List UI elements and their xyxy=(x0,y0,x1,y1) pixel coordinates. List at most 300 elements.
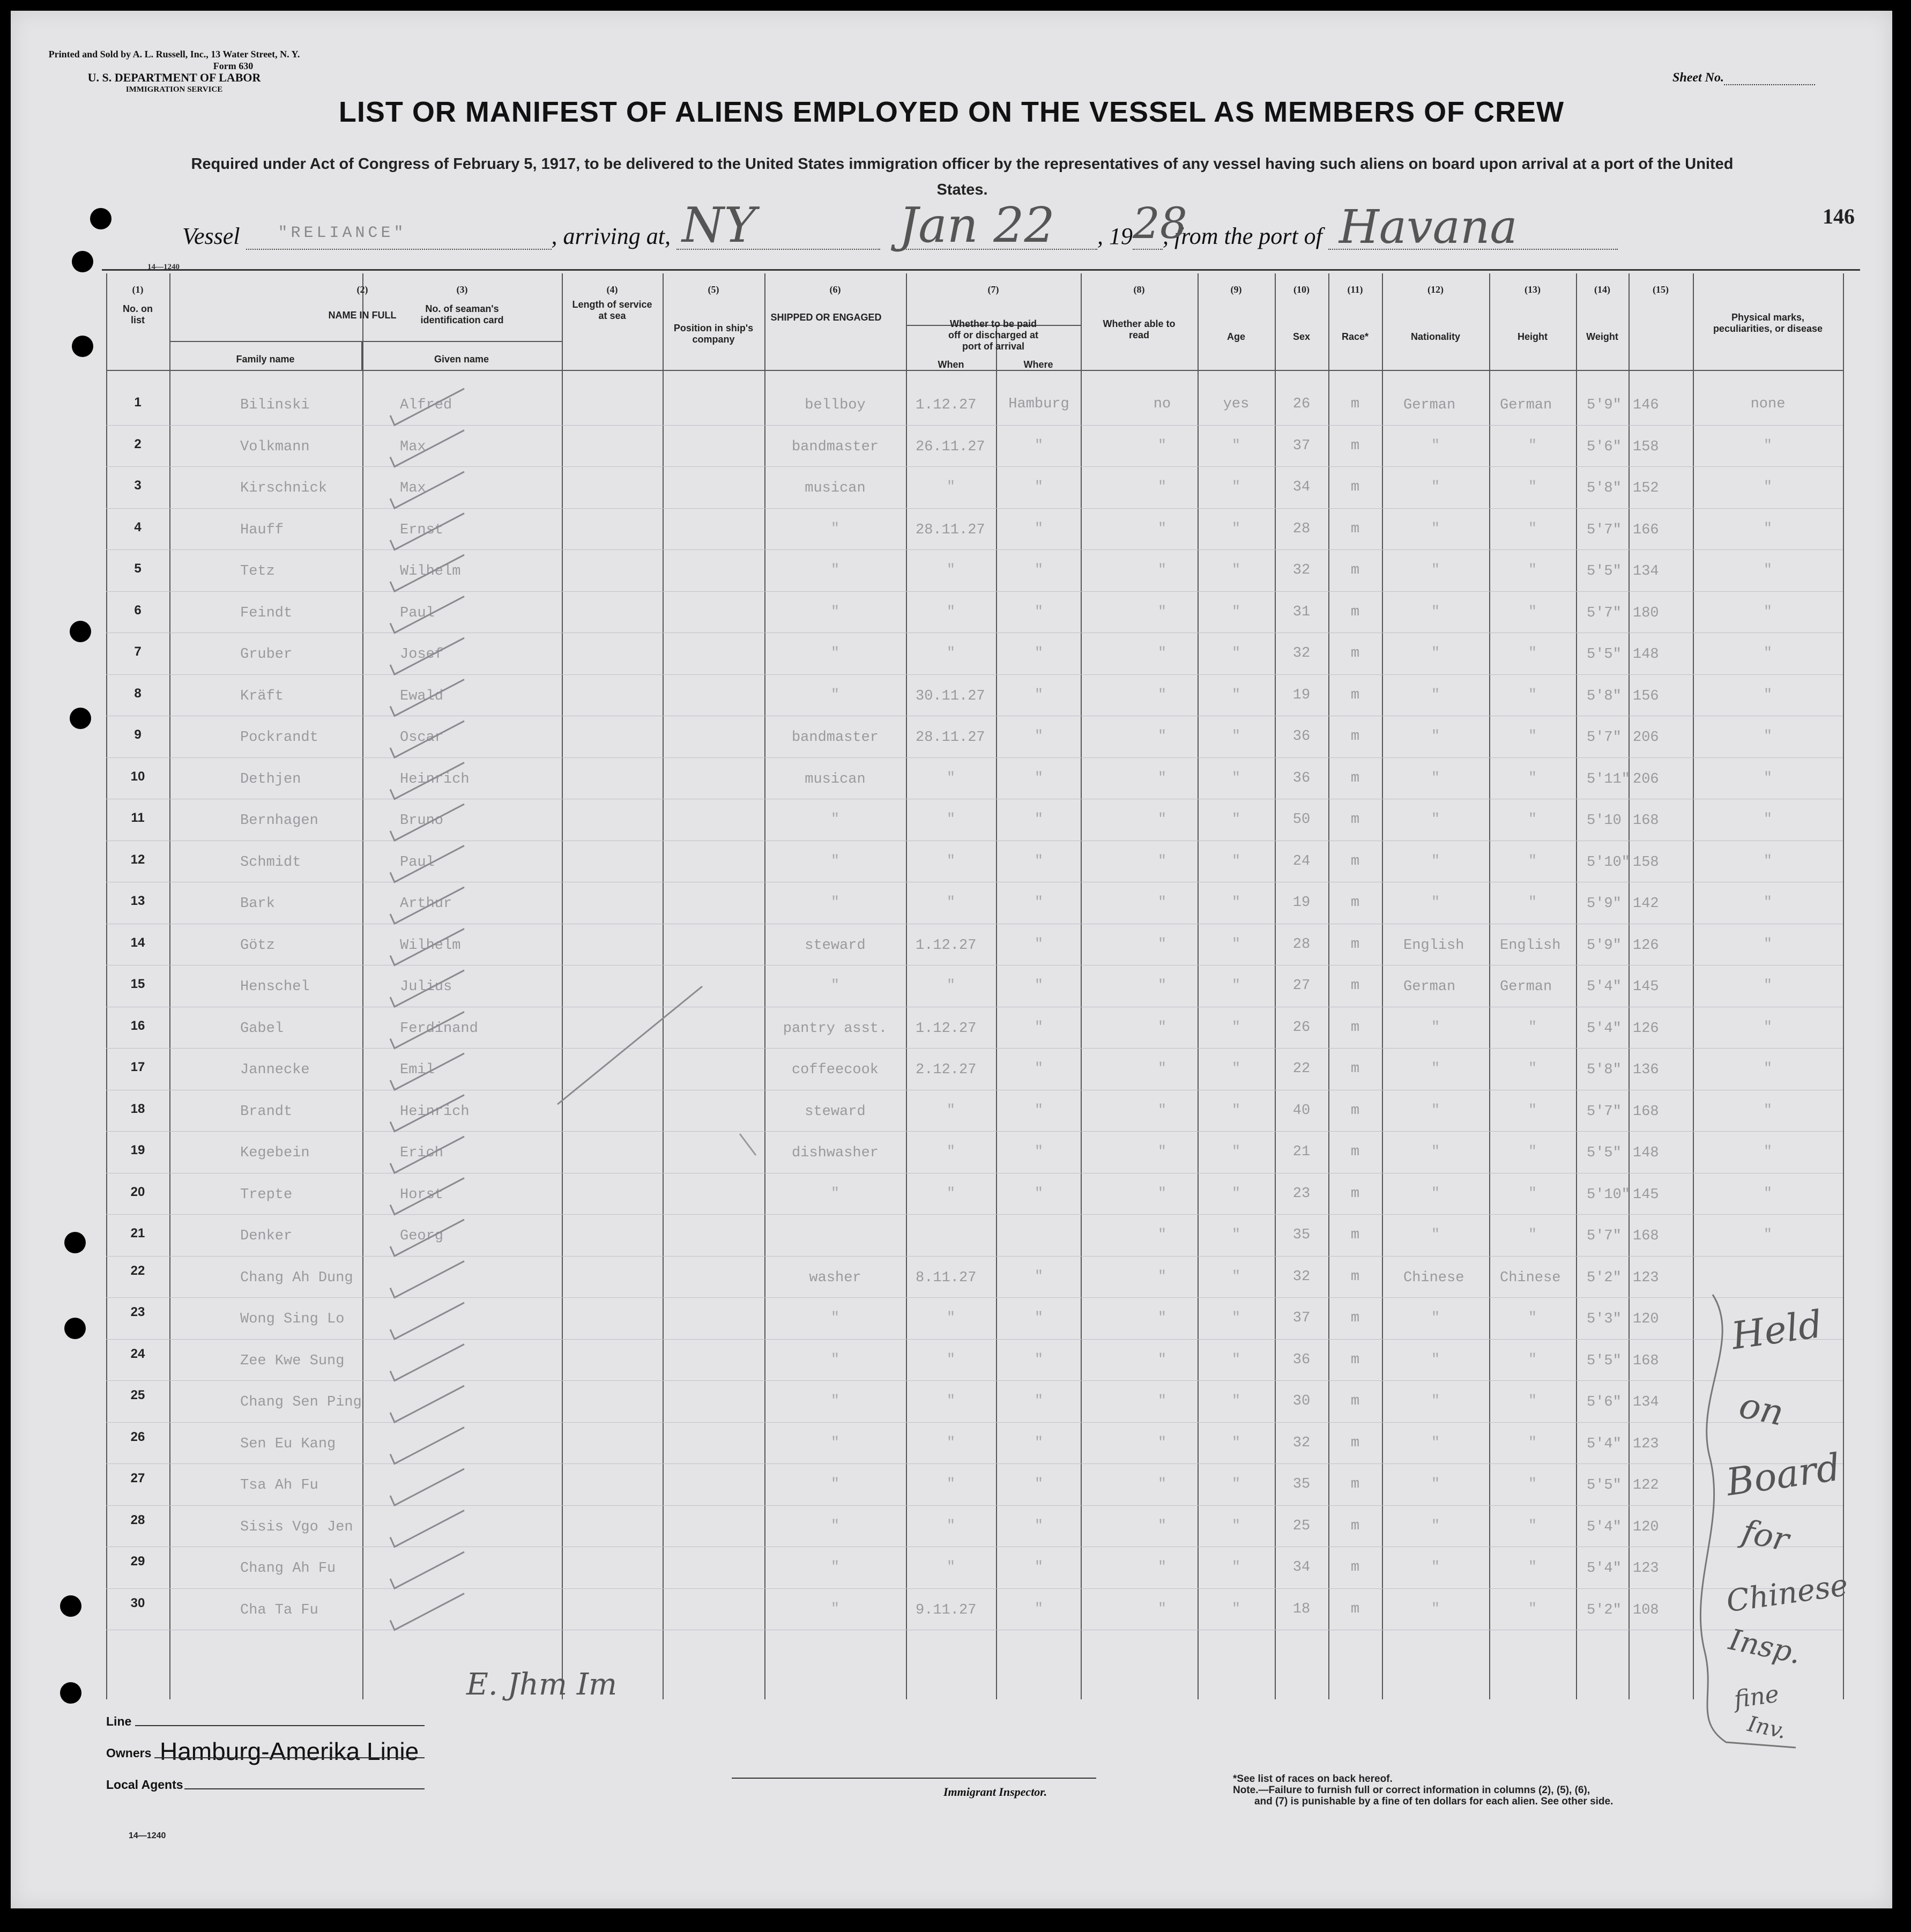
cell-weight: 145 xyxy=(1633,1186,1659,1203)
cell-height: 5'9" xyxy=(1587,937,1622,954)
cell-nationality: " xyxy=(1528,1601,1537,1617)
cell-race: English xyxy=(1403,937,1464,954)
cell-read: yes xyxy=(1223,396,1250,412)
cell-when: " xyxy=(946,562,956,578)
check-mark xyxy=(390,1511,464,1547)
cell-read: " xyxy=(1231,1476,1241,1492)
cell-age: 40 xyxy=(1292,1102,1311,1119)
cell-nationality: " xyxy=(1528,479,1537,495)
cell-marks: " xyxy=(1763,645,1773,662)
cell-when: " xyxy=(946,1476,956,1492)
cell-sex: m xyxy=(1350,770,1360,786)
cell-nationality: " xyxy=(1528,1559,1537,1576)
cell-sex: m xyxy=(1350,562,1360,578)
cell-position: " xyxy=(830,895,840,911)
cell-race: " xyxy=(1431,437,1440,454)
cell-age: 32 xyxy=(1292,1268,1311,1285)
cell-position: " xyxy=(830,1351,840,1368)
cell-given: Max xyxy=(400,439,426,455)
cell-read: " xyxy=(1231,770,1241,786)
document-subtitle: Required under Act of Congress of February 5, 1917, to be delivered to the United States immigration officer by the representatives of any vessel having such aliens on board upon arrival at a port of the United States. xyxy=(191,155,1734,198)
check-mark xyxy=(390,846,464,882)
cell-height: 5'10" xyxy=(1587,854,1631,871)
cell-paid: " xyxy=(1157,1559,1167,1576)
cell-height: 5'5" xyxy=(1587,1145,1622,1161)
cell-height: 5'3" xyxy=(1587,1311,1622,1327)
cell-where: " xyxy=(1034,1393,1044,1409)
row-number: 7 xyxy=(134,644,142,659)
check-mark xyxy=(390,763,464,799)
cell-age: 37 xyxy=(1292,437,1311,454)
cell-marks: " xyxy=(1763,729,1773,745)
departure-port: Havana xyxy=(1339,200,1518,254)
cell-paid: " xyxy=(1157,812,1167,828)
cell-when: " xyxy=(946,479,956,495)
cell-paid: " xyxy=(1157,978,1167,994)
cell-sex: m xyxy=(1350,1559,1360,1576)
cell-weight: 166 xyxy=(1633,522,1659,538)
cell-weight: 168 xyxy=(1633,1228,1659,1244)
cell-age: 28 xyxy=(1292,936,1311,953)
cell-when: 28.11.27 xyxy=(916,730,985,746)
cell-read: " xyxy=(1231,521,1241,537)
cell-given: Bruno xyxy=(400,813,444,829)
cell-paid: " xyxy=(1157,645,1167,662)
cell-nationality: " xyxy=(1528,521,1537,537)
cell-age: 30 xyxy=(1292,1393,1311,1409)
cell-when: " xyxy=(946,1310,956,1326)
cell-sex: m xyxy=(1350,1476,1360,1492)
row-number: 12 xyxy=(130,852,145,867)
cell-family: Chang Ah Fu xyxy=(240,1561,336,1577)
check-mark xyxy=(390,1469,464,1505)
cell-family: Bilinski xyxy=(240,397,310,413)
column-number: (8) xyxy=(1133,284,1145,295)
column-number: (11) xyxy=(1347,284,1363,295)
cell-nationality: " xyxy=(1528,1310,1537,1326)
column-heading: Height xyxy=(1518,331,1548,342)
form-number-top: 14—1240 xyxy=(147,263,180,271)
cell-read: " xyxy=(1231,1268,1241,1285)
cell-weight: 122 xyxy=(1633,1477,1659,1493)
cell-family: Brandt xyxy=(240,1103,293,1120)
cell-height: 5'6" xyxy=(1587,439,1622,455)
cell-where: " xyxy=(1034,604,1044,620)
cell-age: 21 xyxy=(1292,1144,1311,1160)
cell-paid: " xyxy=(1157,853,1167,870)
cell-nationality: " xyxy=(1528,729,1537,745)
row-number: 5 xyxy=(134,561,142,576)
cell-race: " xyxy=(1431,1601,1440,1617)
cell-height: 5'4" xyxy=(1587,1436,1622,1452)
cell-read: " xyxy=(1231,1227,1241,1243)
cell-sex: m xyxy=(1350,687,1360,703)
cell-marks: " xyxy=(1763,562,1773,578)
arrival-date: Jan 22 xyxy=(898,197,1055,254)
cell-given: Julius xyxy=(400,979,452,995)
cell-race: " xyxy=(1431,1351,1440,1368)
cell-read: " xyxy=(1231,1518,1241,1534)
cell-read: " xyxy=(1231,812,1241,828)
margin-note-word: Inv. xyxy=(1745,1712,1789,1744)
cell-height: 5'7" xyxy=(1587,522,1622,538)
row-number: 26 xyxy=(130,1429,145,1444)
cell-nationality: " xyxy=(1528,812,1537,828)
cell-height: 5'5" xyxy=(1587,1477,1622,1493)
check-mark xyxy=(390,1303,464,1339)
cell-race: " xyxy=(1431,479,1440,495)
cell-read: " xyxy=(1231,645,1241,662)
cell-family: Sen Eu Kang xyxy=(240,1436,336,1452)
row-number: 16 xyxy=(130,1018,145,1033)
cell-where: " xyxy=(1034,1601,1044,1617)
cell-family: Pockrandt xyxy=(240,730,318,746)
cell-when: 1.12.27 xyxy=(916,1020,977,1037)
cell-where: " xyxy=(1034,437,1044,454)
row-number: 18 xyxy=(130,1101,145,1116)
cell-race: German xyxy=(1403,397,1456,413)
cell-family: Gruber xyxy=(240,647,293,663)
cell-sex: m xyxy=(1350,1310,1360,1326)
cell-age: 26 xyxy=(1292,1019,1311,1036)
cell-weight: 158 xyxy=(1633,854,1659,871)
cell-nationality: English xyxy=(1500,937,1561,954)
vessel-name: "RELIANCE" xyxy=(278,224,407,242)
check-mark xyxy=(390,389,464,425)
cell-sex: m xyxy=(1350,479,1360,495)
cell-marks: " xyxy=(1763,1102,1773,1119)
check-mark xyxy=(390,680,464,716)
cell-race: " xyxy=(1431,1476,1440,1492)
row-number: 9 xyxy=(134,727,142,742)
cell-nationality: " xyxy=(1528,1351,1537,1368)
cell-marks: " xyxy=(1763,895,1773,911)
cell-age: 34 xyxy=(1292,479,1311,495)
cell-where: " xyxy=(1034,1435,1044,1451)
cell-sex: m xyxy=(1350,1019,1360,1036)
printer-line: Printed and Sold by A. L. Russell, Inc., 13 Water Street, N. Y. xyxy=(48,49,300,60)
cell-height: 5'10 xyxy=(1587,813,1622,829)
cell-read: " xyxy=(1231,479,1241,495)
margin-note-word: Board xyxy=(1723,1445,1843,1505)
cell-family: Tsa Ah Fu xyxy=(240,1477,318,1493)
cell-position: " xyxy=(830,853,840,870)
check-mark xyxy=(390,721,464,757)
row-number: 4 xyxy=(134,519,142,534)
cell-given: Horst xyxy=(400,1186,444,1203)
cell-family: Feindt xyxy=(240,605,293,621)
cell-paid: " xyxy=(1157,437,1167,454)
cell-read: " xyxy=(1231,1019,1241,1036)
cell-read: " xyxy=(1231,1185,1241,1202)
cell-height: 5'2" xyxy=(1587,1602,1622,1618)
cell-paid: " xyxy=(1157,604,1167,620)
cell-position: " xyxy=(830,687,840,703)
cell-weight: 123 xyxy=(1633,1436,1659,1452)
cell-marks: " xyxy=(1763,1144,1773,1160)
cell-where: " xyxy=(1034,936,1044,953)
cell-family: Dethjen xyxy=(240,771,301,787)
cell-marks: " xyxy=(1763,437,1773,454)
cell-age: 36 xyxy=(1292,729,1311,745)
row-number: 23 xyxy=(130,1305,145,1319)
cell-paid: " xyxy=(1157,770,1167,786)
sheet-number-label: Sheet No. xyxy=(1672,71,1724,85)
cell-marks: " xyxy=(1763,853,1773,870)
cell-race: " xyxy=(1431,1102,1440,1119)
check-mark xyxy=(390,1552,464,1588)
cell-sex: m xyxy=(1350,853,1360,870)
cell-paid: " xyxy=(1157,1185,1167,1202)
local-agents-label: Local Agents xyxy=(106,1778,183,1792)
cell-when: " xyxy=(946,1393,956,1409)
cell-position: musican xyxy=(805,480,866,496)
check-mark xyxy=(390,1261,464,1298)
cell-sex: m xyxy=(1350,1435,1360,1451)
cell-where: " xyxy=(1034,1476,1044,1492)
cell-race: German xyxy=(1403,979,1456,995)
cell-height: 5'2" xyxy=(1587,1269,1622,1286)
cell-when: " xyxy=(946,1185,956,1202)
cell-read: " xyxy=(1231,604,1241,620)
cell-where: " xyxy=(1034,479,1044,495)
cell-where: " xyxy=(1034,853,1044,870)
check-mark xyxy=(390,597,464,633)
cell-read: " xyxy=(1231,978,1241,994)
cell-sex: m xyxy=(1350,1227,1360,1243)
column-heading: No. of seaman's identification card xyxy=(420,303,504,325)
cell-where: " xyxy=(1034,1019,1044,1036)
cell-race: " xyxy=(1431,770,1440,786)
cell-sex: m xyxy=(1350,1268,1360,1285)
printer-line: Form 630 xyxy=(213,61,254,71)
check-mark xyxy=(390,1386,464,1422)
cell-age: 18 xyxy=(1292,1601,1311,1617)
margin-note-word: on xyxy=(1735,1384,1788,1434)
cell-sex: m xyxy=(1350,812,1360,828)
cell-race: " xyxy=(1431,1559,1440,1576)
cell-where: " xyxy=(1034,1061,1044,1077)
check-mark xyxy=(390,1344,464,1381)
cell-when: " xyxy=(946,895,956,911)
cell-sex: m xyxy=(1350,645,1360,662)
cell-nationality: " xyxy=(1528,604,1537,620)
cell-weight: 123 xyxy=(1633,1269,1659,1286)
cell-paid: " xyxy=(1157,1144,1167,1160)
row-number: 11 xyxy=(131,811,145,825)
cell-family: Zee Kwe Sung xyxy=(240,1353,345,1369)
cell-height: 5'5" xyxy=(1587,563,1622,579)
check-mark xyxy=(390,970,464,1007)
cell-nationality: " xyxy=(1528,1227,1537,1243)
cell-height: 5'4" xyxy=(1587,979,1622,995)
inspector-signature-line xyxy=(732,1778,1096,1779)
cell-position: " xyxy=(830,1435,840,1451)
document-title: LIST OR MANIFEST OF ALIENS EMPLOYED ON THE VESSEL AS MEMBERS OF CREW xyxy=(338,96,1565,128)
cell-family: Wong Sing Lo xyxy=(240,1311,345,1327)
cell-nationality: Chinese xyxy=(1500,1269,1561,1286)
row-number: 20 xyxy=(130,1184,145,1199)
cell-read: " xyxy=(1231,1393,1241,1409)
cell-height: 5'4" xyxy=(1587,1561,1622,1577)
pencil-marks xyxy=(11,11,1892,1908)
cell-marks: " xyxy=(1763,687,1773,703)
cell-age: 32 xyxy=(1292,1435,1311,1451)
cell-when: " xyxy=(946,1518,956,1534)
cell-read: " xyxy=(1231,895,1241,911)
cell-marks: " xyxy=(1763,936,1773,953)
cell-read: " xyxy=(1231,1351,1241,1368)
cell-position: " xyxy=(830,1393,840,1409)
cell-weight: 206 xyxy=(1633,771,1659,787)
cell-marks: " xyxy=(1763,521,1773,537)
cell-position: " xyxy=(830,1185,840,1202)
cell-weight: 136 xyxy=(1633,1062,1659,1078)
cell-marks: " xyxy=(1763,1185,1773,1202)
cell-age: 32 xyxy=(1292,645,1311,662)
cell-weight: 168 xyxy=(1633,1103,1659,1120)
cell-weight: 108 xyxy=(1633,1602,1659,1618)
cell-read: " xyxy=(1231,936,1241,953)
cell-age: 22 xyxy=(1292,1061,1311,1077)
cell-height: 5'8" xyxy=(1587,480,1622,496)
cell-marks: " xyxy=(1763,770,1773,786)
cell-paid: " xyxy=(1157,562,1167,578)
cell-weight: 142 xyxy=(1633,896,1659,912)
check-mark xyxy=(390,804,464,841)
cell-marks: none xyxy=(1750,396,1786,412)
column-number: (13) xyxy=(1525,284,1541,295)
column-heading: Whether able to read xyxy=(1103,318,1176,340)
cell-given: Wilhelm xyxy=(400,563,461,579)
column-number: (5) xyxy=(708,284,719,295)
column-heading: Weight xyxy=(1586,331,1618,342)
cell-where: " xyxy=(1034,812,1044,828)
cell-where: " xyxy=(1034,1351,1044,1368)
cell-weight: 145 xyxy=(1633,979,1659,995)
cell-position: steward xyxy=(805,1103,866,1120)
cell-given: Heinrich xyxy=(400,1103,470,1120)
cell-race: " xyxy=(1431,1185,1440,1202)
cell-given: Paul xyxy=(400,854,435,871)
row-number: 22 xyxy=(130,1263,145,1278)
cell-marks: " xyxy=(1763,479,1773,495)
cell-given: Wilhelm xyxy=(400,937,461,954)
cell-position: dishwasher xyxy=(791,1145,879,1161)
cell-sex: m xyxy=(1350,437,1360,454)
cell-read: " xyxy=(1231,1102,1241,1119)
cell-family: Trepte xyxy=(240,1186,293,1203)
column-heading: Position in ship's company xyxy=(673,323,754,345)
cell-height: 5'4" xyxy=(1587,1020,1622,1037)
inspector-label: Immigrant Inspector. xyxy=(943,1785,1047,1799)
cell-read: " xyxy=(1231,1559,1241,1576)
cell-age: 24 xyxy=(1292,853,1311,870)
check-mark xyxy=(390,472,464,508)
cell-when: " xyxy=(946,770,956,786)
form-number-bottom: 14—1240 xyxy=(129,1831,166,1840)
cell-weight: 126 xyxy=(1633,1020,1659,1037)
cell-weight: 123 xyxy=(1633,1561,1659,1577)
cell-position: " xyxy=(830,1476,840,1492)
cell-read: " xyxy=(1231,1061,1241,1077)
cell-height: 5'7" xyxy=(1587,1228,1622,1244)
cell-read: " xyxy=(1231,1144,1241,1160)
cell-race: " xyxy=(1431,1393,1440,1409)
column-heading: SHIPPED OR ENGAGED xyxy=(770,312,882,323)
owners-blank xyxy=(154,1757,425,1758)
cell-age: 36 xyxy=(1292,1351,1311,1368)
cell-height: 5'9" xyxy=(1587,896,1622,912)
manifest-sheet xyxy=(11,11,1892,1908)
row-number: 15 xyxy=(130,977,145,991)
cell-sex: m xyxy=(1350,729,1360,745)
cell-race: " xyxy=(1431,895,1440,911)
printer-line: U. S. DEPARTMENT OF LABOR xyxy=(87,71,261,84)
check-mark xyxy=(390,430,464,467)
cell-paid: " xyxy=(1157,1268,1167,1285)
cell-family: Chang Sen Ping xyxy=(240,1394,362,1410)
cell-paid: " xyxy=(1157,1227,1167,1243)
cell-nationality: " xyxy=(1528,1061,1537,1077)
cell-weight: 156 xyxy=(1633,688,1659,704)
subhead-family: Family name xyxy=(236,354,295,365)
cell-race: " xyxy=(1431,562,1440,578)
cell-where: " xyxy=(1034,1144,1044,1160)
cell-paid: " xyxy=(1157,687,1167,703)
cell-when: " xyxy=(946,1351,956,1368)
cell-paid: " xyxy=(1157,1351,1167,1368)
cell-position: " xyxy=(830,604,840,620)
cell-age: 35 xyxy=(1292,1476,1311,1492)
row-number: 1 xyxy=(134,395,142,410)
cell-race: " xyxy=(1431,729,1440,745)
cell-race: Chinese xyxy=(1403,1269,1464,1286)
cell-height: 5'4" xyxy=(1587,1519,1622,1535)
cell-height: 5'10" xyxy=(1587,1186,1631,1203)
cell-position: " xyxy=(830,1310,840,1326)
column-number: (15) xyxy=(1653,284,1669,295)
cell-paid: " xyxy=(1157,521,1167,537)
cell-where: " xyxy=(1034,1185,1044,1202)
column-number: (12) xyxy=(1427,284,1444,295)
cell-given: Emil xyxy=(400,1062,435,1078)
cell-age: 19 xyxy=(1292,687,1311,703)
column-number: (14) xyxy=(1594,284,1610,295)
cell-age: 32 xyxy=(1292,562,1311,578)
check-mark xyxy=(390,1136,464,1173)
cell-read: " xyxy=(1231,562,1241,578)
column-heading: Sex xyxy=(1292,331,1311,342)
owners-label: Owners xyxy=(106,1746,152,1760)
cell-position: bandmaster xyxy=(791,439,879,455)
cell-paid: " xyxy=(1157,1476,1167,1492)
row-number: 6 xyxy=(134,603,142,618)
column-heading: Race* xyxy=(1341,331,1369,342)
row-number: 21 xyxy=(130,1226,145,1240)
cell-age: 50 xyxy=(1292,812,1311,828)
cell-paid: " xyxy=(1157,729,1167,745)
cell-position: coffeecook xyxy=(791,1062,879,1078)
subhead-when: When xyxy=(938,359,964,370)
cell-nationality: German xyxy=(1500,979,1552,995)
cell-family: Götz xyxy=(240,937,275,954)
check-mark xyxy=(390,887,464,924)
cell-paid: " xyxy=(1157,1393,1167,1409)
check-mark xyxy=(390,555,464,591)
cell-when: " xyxy=(946,1144,956,1160)
cell-marks: " xyxy=(1763,1227,1773,1243)
